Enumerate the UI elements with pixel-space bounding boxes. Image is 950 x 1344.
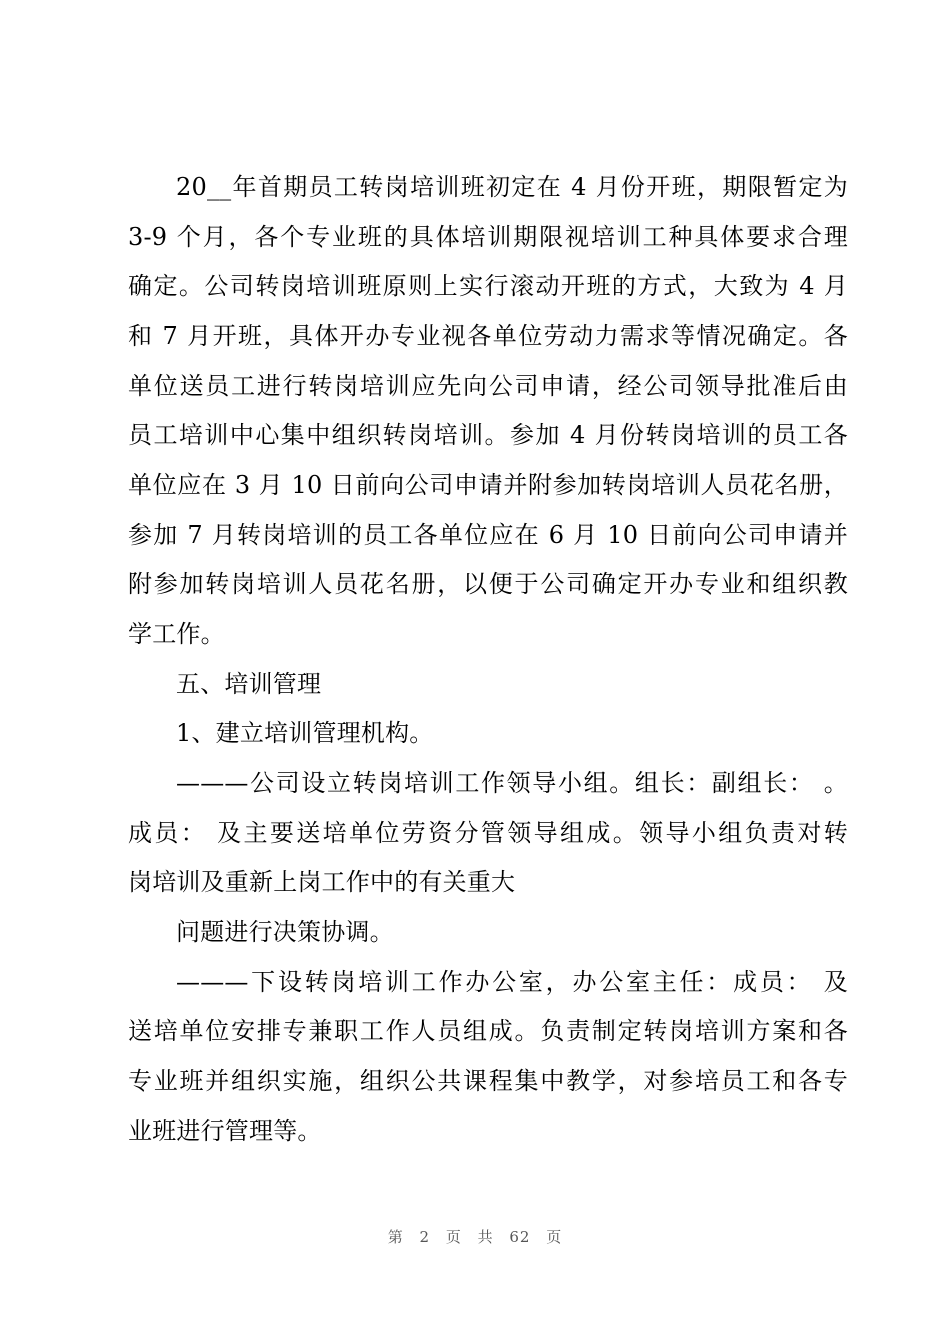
paragraph-line: 成员： 及主要送培单位劳资分管领导组成。领导小组负责对转 — [128, 819, 848, 847]
paragraph-line: 20__年首期员工转岗培训班初定在 4 月份开班，期限暂定为 — [176, 173, 848, 201]
paragraph-line: 附参加转岗培训人员花名册，以便于公司确定开办专业和组织教 — [128, 570, 848, 598]
paragraph-line: 单位送员工进行转岗培训应先向公司申请，经公司领导批准后由 — [128, 372, 848, 400]
subsection-heading: 1、建立培训管理机构。 — [176, 719, 434, 747]
paragraph-line: 员工培训中心集中组织转岗培训。参加 4 月份转岗培训的员工各 — [128, 421, 848, 449]
paragraph-line: 岗培训及重新上岗工作中的有关重大 — [128, 868, 516, 896]
page-number-footer: 第 2 页 共 62 页 — [387, 1228, 563, 1246]
paragraph-line: 学工作。 — [128, 620, 225, 648]
paragraph-line: 和 7 月开班，具体开办专业视各单位劳动力需求等情况确定。各 — [128, 322, 848, 350]
paragraph-line: 业班进行管理等。 — [128, 1117, 322, 1145]
paragraph-line: ———下设转岗培训工作办公室，办公室主任：成员： 及 — [176, 968, 848, 996]
paragraph-line: ———公司设立转岗培训工作领导小组。组长：副组长： 。 — [176, 769, 848, 797]
section-heading: 五、培训管理 — [176, 670, 322, 698]
paragraph-line: 单位应在 3 月 10 日前向公司申请并附参加转岗培训人员花名册， — [128, 471, 848, 499]
paragraph-line: 问题进行决策协调。 — [176, 918, 394, 946]
paragraph-line: 3-9 个月，各个专业班的具体培训期限视培训工种具体要求合理 — [128, 223, 848, 251]
paragraph-line: 送培单位安排专兼职工作人员组成。负责制定转岗培训方案和各 — [128, 1017, 848, 1045]
paragraph-line: 专业班并组织实施，组织公共课程集中教学，对参培员工和各专 — [128, 1067, 848, 1095]
paragraph-line: 确定。公司转岗培训班原则上实行滚动开班的方式，大致为 4 月 — [128, 272, 848, 300]
paragraph-line: 参加 7 月转岗培训的员工各单位应在 6 月 10 日前向公司申请并 — [128, 521, 848, 549]
